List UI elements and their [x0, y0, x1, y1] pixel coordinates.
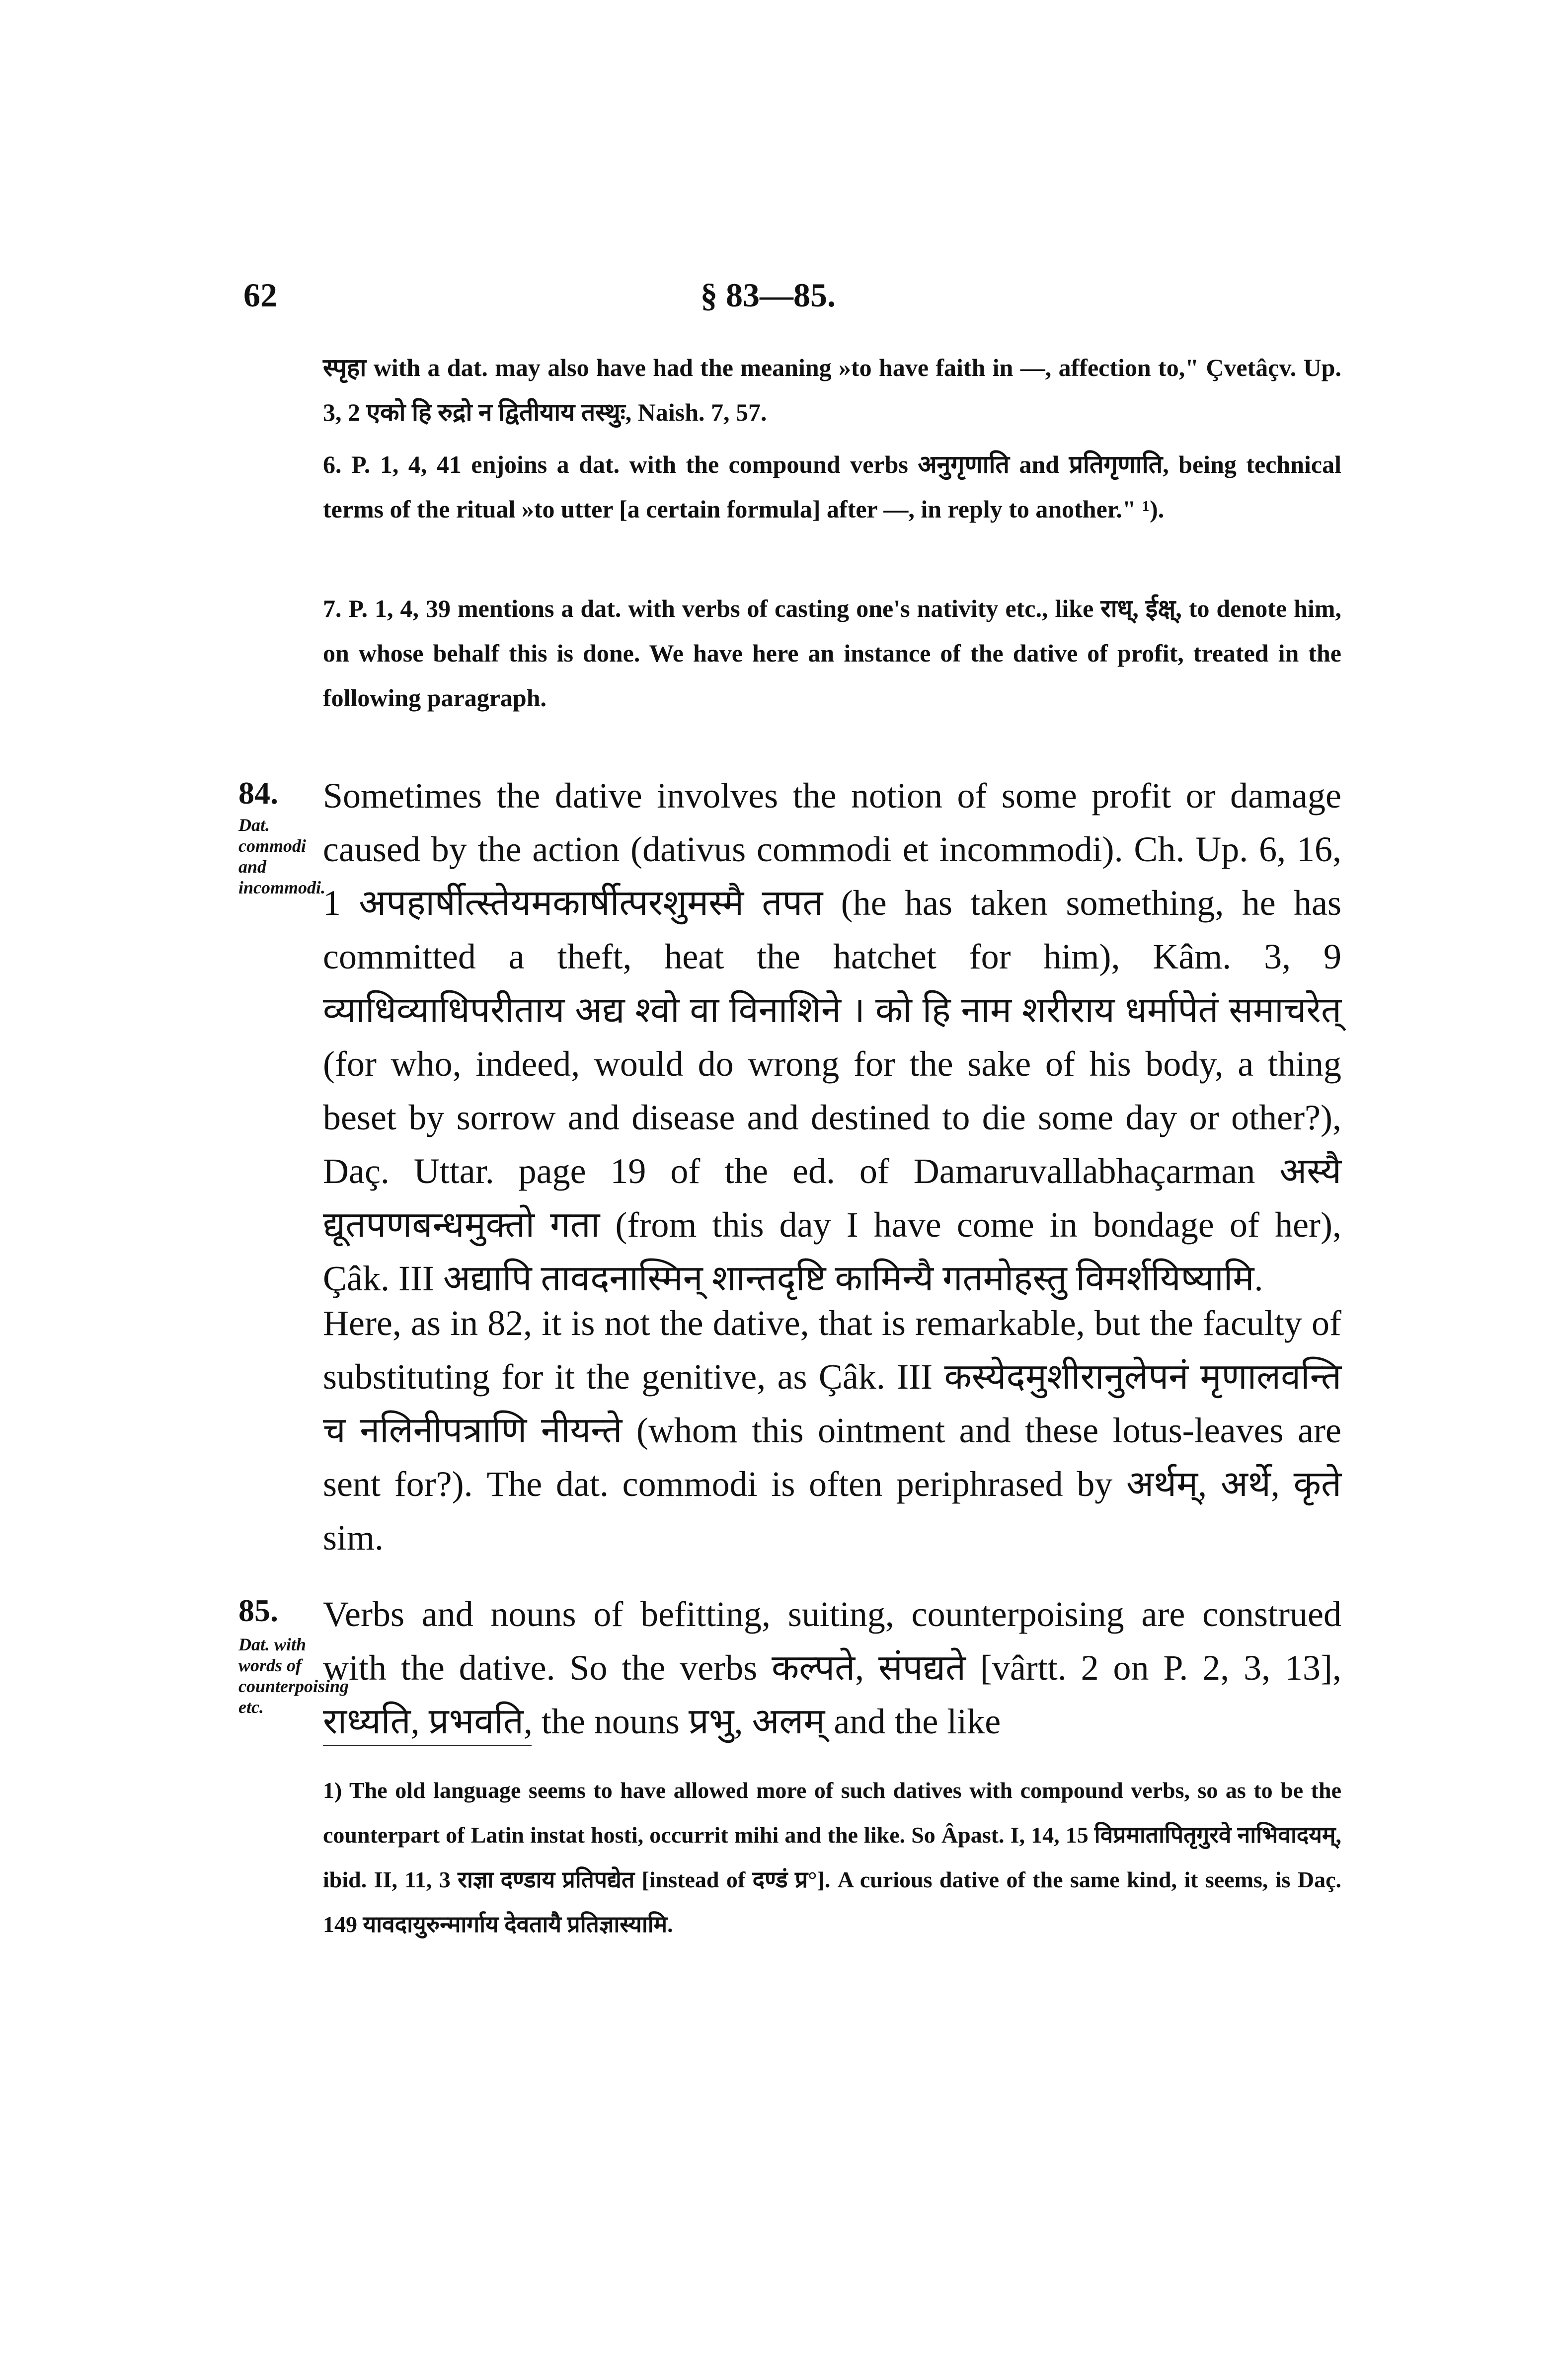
section-84-here-text: Here, as in 82, it is not the dative, that is remarkable, but the faculty of substituting for it the genitive, as Çâk. III कस्येदमुशीरानुलेपनं मृणालवन्ति च नलिनीपत्राणि नीयन्ते (whom this ointment and these lotus-leaves are sent for?). The dat. commodi is often periphrased by अर्थम्, अर्थे, कृते sim. [323, 1303, 1341, 1558]
section-84-number: 84. [238, 775, 278, 811]
section-85-main [323, 1587, 1341, 1748]
section-84-main [323, 769, 1341, 1305]
section-85-text: Verbs and nouns of befitting, suiting, counterpoising are construed with the dative. So the verbs कल्पते, संपद्यते [vârtt. 2 on P. 2, 3, 13], राध्यति, प्रभवति, the nouns प्रभु, अलम् and the like [323, 1594, 1341, 1741]
footnote [323, 1768, 1341, 1947]
section-83-para-6 [323, 442, 1341, 531]
section-83-para-7 [323, 586, 1341, 720]
footnote-text: 1) The old language seems to have allowed more of such datives with compound verbs, so as to be the counterpart of Latin instat hosti, occurrit mihi and the like. So Âpast. I, 14, 15 विप्रमातापितृगुरवे नाभिवादयम्, ibid. II, 11, 3 राज्ञा दण्डाय प्रतिपद्येत [instead of दण्डं प्र°]. A curious dative of the same kind, it seems, is Daç. 149 यावदायुरुन्मार्गाय देवतायै प्रतिज्ञास्यामि. [323, 1778, 1341, 1937]
running-head: § 83—85. [701, 276, 836, 314]
section-85-number: 85. [238, 1593, 278, 1628]
para-intro-text: स्पृहा with a dat. may also have had the meaning »to have faith in —, affection to," Çvetâçv. Up. 3, 2 एको हि रुद्रो न द्वितीयाय तस्थुः, Naish. 7, 57. [323, 354, 1341, 426]
footnote-divider [323, 1745, 532, 1746]
para-6-text: 6. P. 1, 4, 41 enjoins a dat. with the compound verbs अनुगृणाति and प्रतिगृणाति, being technical terms of the ritual »to utter [a certain formula] after —, in reply to another." ¹). [323, 450, 1341, 523]
section-83-intro [323, 345, 1341, 435]
page-number: 62 [243, 276, 277, 314]
section-85-margin-note: Dat. with words of counterpoising etc. [238, 1635, 349, 1717]
page-header [243, 276, 1331, 320]
section-84-margin-note: Dat. commodi and incommodi. [238, 815, 326, 897]
para-7-text: 7. P. 1, 4, 39 mentions a dat. with verbs of casting one's nativity etc., like राध्, ईक्ष्, to denote him, on whose behalf this is done. We have here an instance of the dative of profit, treated in the following paragraph. [323, 595, 1341, 712]
section-84-text: Sometimes the dative involves the notion of some profit or damage caused by the action (dativus commodi et incommodi). Ch. Up. 6, 16, 1 अपहार्षीत्स्तेयमकार्षीत्परशुमस्मै तपत (he has taken something, he has committed a theft, heat the hatchet for him), Kâm. 3, 9 व्याधिव्याधिपरीताय अद्य श्वो वा विनाशिने । को हि नाम शरीराय धर्मापेतं समाचरेत् (for who, indeed, would do wrong for the sake of his body, a thing beset by sorrow and disease and destined to die some day or other?), Daç. Uttar. page 19 of the ed. of Damaruvallabhaçarman अस्यै द्यूतपणबन्धमुक्तो गता (from this day I have come in bondage of her), Çâk. III अद्यापि तावदनास्मिन् शान्तदृष्टि कामिन्यै गतमोहस्तु विमर्शयिष्यामि. [323, 776, 1341, 1298]
section-84-here [323, 1296, 1341, 1564]
